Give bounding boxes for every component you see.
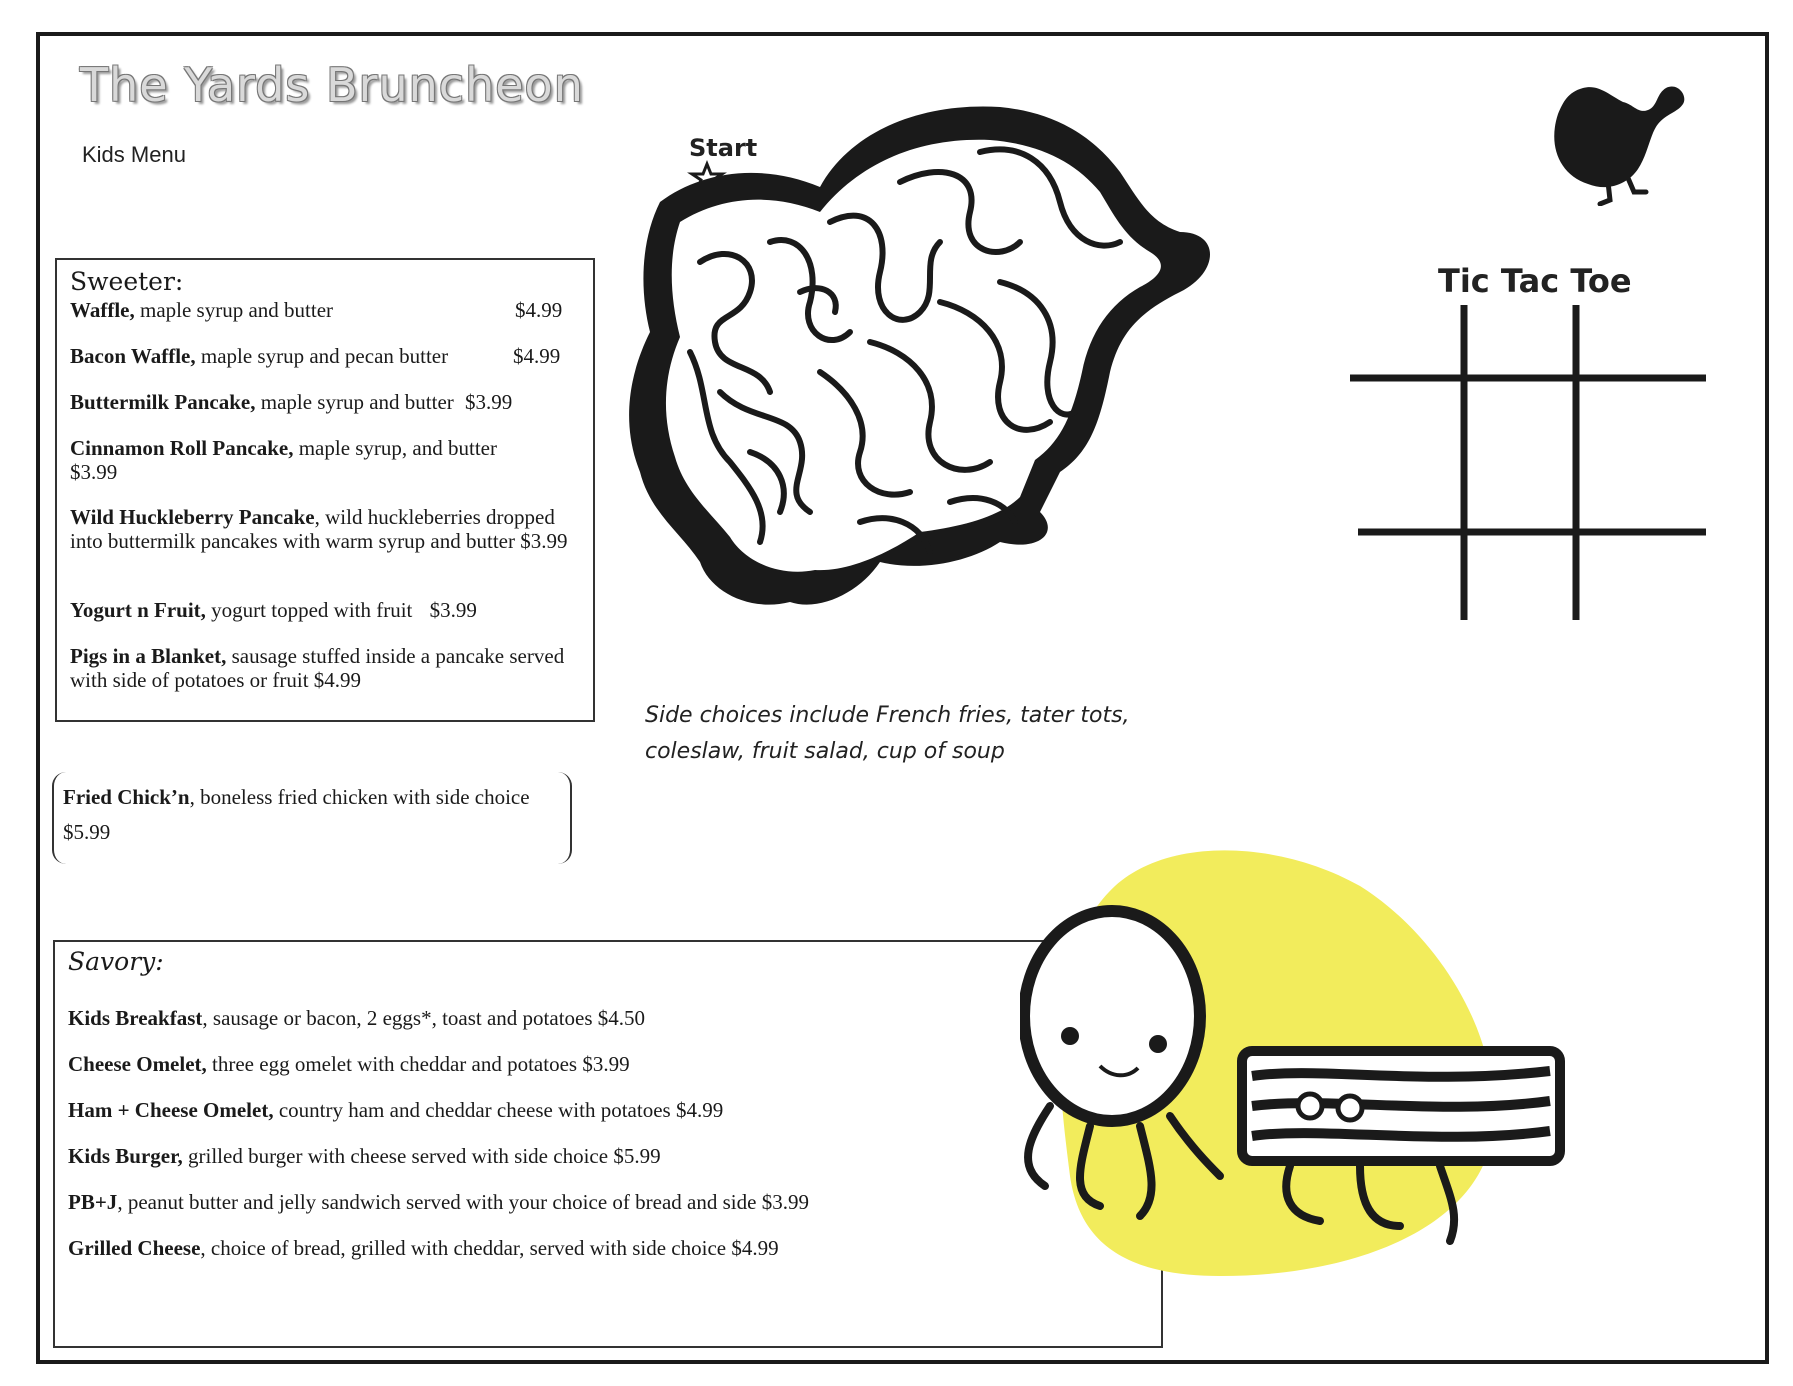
item-desc: sausage stuffed inside a pancake served with side of potatoes or fruit <box>70 644 565 692</box>
side-choices-note <box>645 698 1130 770</box>
item-price: $4.99 <box>731 1236 779 1260</box>
item-price: $3.99 <box>429 598 477 622</box>
item-price: $4.99 <box>515 298 563 322</box>
tic-tac-toe-grid[interactable] <box>1350 305 1710 625</box>
item-price: $3.99 <box>761 1190 809 1214</box>
sweeter-heading: Sweeter: <box>70 267 184 296</box>
item-name: Wild Huckleberry Pancake <box>70 505 315 529</box>
menu-item <box>68 1236 968 1260</box>
item-name: Buttermilk Pancake, <box>70 390 256 414</box>
item-price: $4.99 <box>513 344 561 368</box>
item-desc: , sausage or bacon, 2 eggs*, toast and potatoes <box>202 1006 593 1030</box>
item-name: Kids Breakfast <box>68 1006 203 1030</box>
menu-item <box>63 780 533 850</box>
menu-item <box>70 436 580 484</box>
item-price: $4.99 <box>313 668 362 692</box>
savory-heading: Savory: <box>68 947 164 976</box>
item-price: $3.99 <box>520 529 568 553</box>
item-desc: yogurt topped with fruit <box>205 598 413 622</box>
menu-item <box>68 1144 968 1168</box>
item-price: $5.99 <box>63 820 111 844</box>
item-desc: , choice of bread, grilled with cheddar, served with side choice <box>200 1236 727 1260</box>
item-name: Bacon Waffle, <box>70 344 196 368</box>
item-name: Fried Chick’n <box>63 785 190 809</box>
maze-start-label: Start <box>689 134 758 162</box>
menu-item <box>70 298 580 322</box>
item-name: Grilled Cheese <box>68 1236 201 1260</box>
menu-item <box>70 644 585 692</box>
side-choices-line: coleslaw, fruit salad, cup of soup <box>645 739 1005 764</box>
menu-item <box>70 505 585 553</box>
item-price: $3.99 <box>70 460 118 484</box>
item-name: Yogurt n Fruit, <box>70 598 206 622</box>
menu-item <box>68 1052 968 1076</box>
item-name: Cinnamon Roll Pancake, <box>70 436 294 460</box>
item-price: $5.99 <box>613 1144 661 1168</box>
item-name: PB+J <box>68 1190 118 1214</box>
item-price: $3.99 <box>582 1052 630 1076</box>
item-price: $3.99 <box>465 390 513 414</box>
item-name: Kids Burger, <box>68 1144 183 1168</box>
menu-item <box>70 390 580 414</box>
item-desc: maple syrup and pecan butter <box>195 344 449 368</box>
item-name: Waffle, <box>70 298 135 322</box>
item-price: $4.99 <box>675 1098 724 1122</box>
item-name: Cheese Omelet, <box>68 1052 207 1076</box>
item-desc: maple syrup, and butter <box>293 436 497 460</box>
menu-item <box>68 1098 968 1122</box>
item-desc: three egg omelet with cheddar and potatoes <box>206 1052 578 1076</box>
menu-item <box>70 344 580 368</box>
tic-tac-toe-title: Tic Tac Toe <box>1438 262 1632 300</box>
menu-item <box>70 598 585 622</box>
item-desc: maple syrup and butter <box>255 390 454 414</box>
menu-title: The Yards Bruncheon <box>80 58 584 112</box>
side-choices-line: Side choices include French fries, tater tots, <box>645 703 1130 728</box>
menu-subtitle: Kids Menu <box>82 142 186 167</box>
item-desc: , boneless fried chicken with side choice <box>189 785 530 809</box>
item-desc: maple syrup and butter <box>134 298 334 322</box>
breakfast-characters-illustration <box>1020 846 1580 1286</box>
item-desc: country ham and cheddar cheese with potatoes <box>273 1098 671 1122</box>
item-desc: , wild huckleberries dropped into buttermilk pancakes with warm syrup and butter <box>70 505 555 553</box>
item-name: Ham + Cheese Omelet, <box>68 1098 274 1122</box>
menu-item <box>68 1006 968 1030</box>
turkey-maze-illustration <box>620 92 1320 642</box>
turkey-icon <box>1538 74 1698 206</box>
item-name: Pigs in a Blanket, <box>70 644 227 668</box>
item-desc: grilled burger with cheese served with side choice <box>182 1144 609 1168</box>
item-desc: , peanut butter and jelly sandwich served with your choice of bread and side <box>117 1190 757 1214</box>
item-price: $4.50 <box>597 1006 646 1030</box>
menu-item <box>68 1190 968 1214</box>
